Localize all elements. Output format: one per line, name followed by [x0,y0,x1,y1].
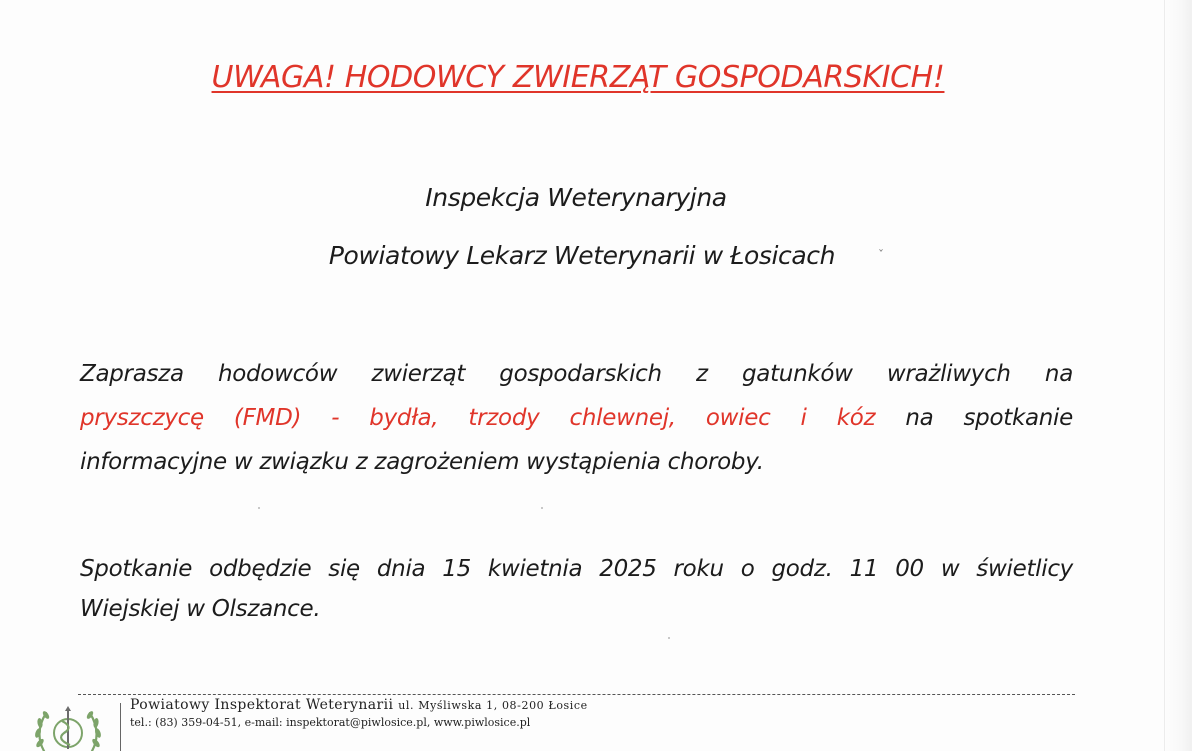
footer-separator [120,703,121,751]
scan-speck: ˇ [878,248,884,262]
footer-office [130,697,588,713]
species-highlight: pryszczycę (FMD) - bydła, trzody chlewnej, owiec i kóz [80,405,876,431]
officer-name: Powiatowy Lekarz Weterynarii w Łosicach [328,241,836,270]
office-name: Powiatowy Inspektorat Weterynarii [130,697,394,713]
inspection-name: Inspekcja Weterynaryjna [425,183,727,212]
invitation-line-2 [80,396,1073,440]
veterinary-caduceus-laurel-icon [28,703,108,751]
scan-dot [668,637,670,639]
invitation-line-3: informacyjne w związku z zagrożeniem wystąpienia choroby. [80,449,764,475]
invitation-line-2-rest: na spotkanie [905,405,1073,431]
invitation-paragraph [80,352,1073,484]
scan-dot [258,507,260,509]
office-address: ul. Myśliwska 1, 08-200 Łosice [398,699,588,712]
meeting-paragraph [80,549,1073,629]
invitation-line-1: Zaprasza hodowców zwierząt gospodarskich z gatunków wrażliwych na [80,361,1073,387]
meeting-line-2: Wiejskiej w Olszance. [80,596,321,622]
footer-divider [78,694,1075,695]
headline: UWAGA! HODOWCY ZWIERZĄT GOSPODARSKICH! [211,60,945,95]
scan-shadow [1164,0,1192,751]
scan-dot [541,507,543,509]
meeting-line-1: Spotkanie odbędzie się dnia 15 kwietnia 2025 roku o godz. 11 00 w świetlicy [80,556,1073,582]
office-contact: tel.: (83) 359-04-51, e-mail: inspektorat@piwlosice.pl, www.piwlosice.pl [130,716,531,729]
